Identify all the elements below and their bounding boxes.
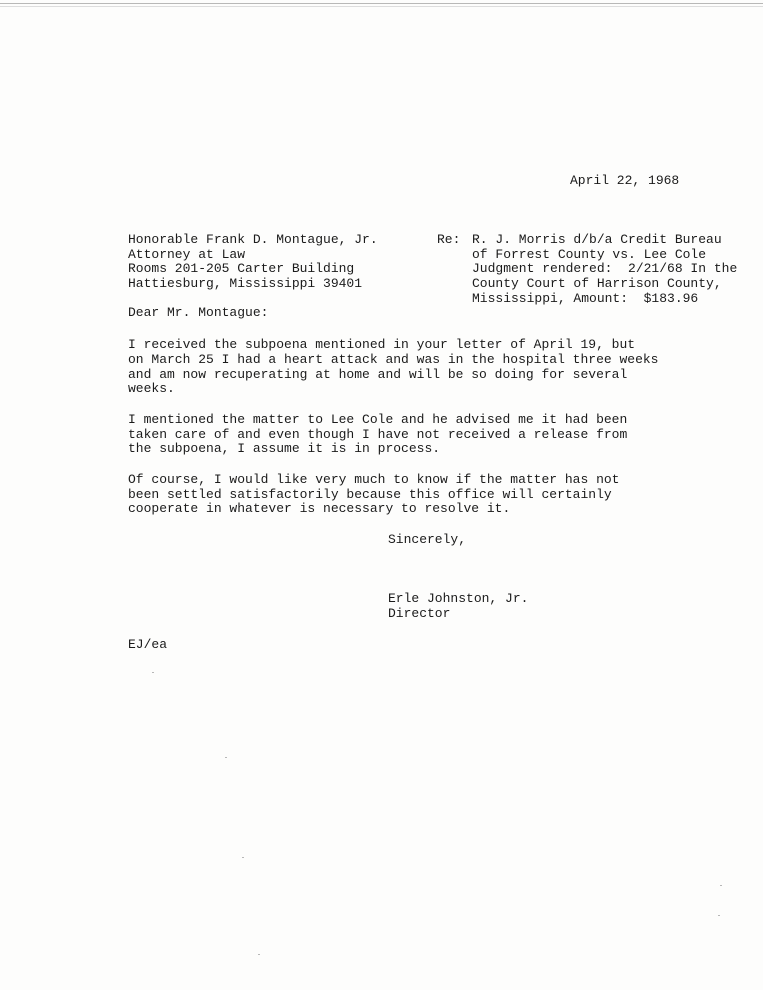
paragraph-line: I received the subpoena mentioned in your letter of April 19, but — [128, 337, 636, 352]
recipient-line: Honorable Frank D. Montague, Jr. — [128, 232, 378, 247]
salutation: Dear Mr. Montague: — [128, 305, 269, 320]
scan-speck — [152, 672, 154, 673]
paragraph-line: Of course, I would like very much to know if the matter has not — [128, 472, 620, 487]
scan-speck — [258, 954, 260, 955]
paragraph-line: cooperate in whatever is necessary to resolve it. — [128, 501, 511, 516]
paragraph-line: the subpoena, I assume it is in process. — [128, 441, 441, 456]
re-line: of Forrest County vs. Lee Cole — [472, 247, 707, 262]
re-label: Re: — [437, 232, 461, 247]
paragraph-line: weeks. — [128, 381, 175, 396]
typist-initials: EJ/ea — [128, 637, 168, 652]
paragraph-line: taken care of and even though I have not received a release from — [128, 427, 628, 442]
re-line: Mississippi, Amount: $183.96 — [472, 291, 699, 306]
signer-name: Erle Johnston, Jr. — [388, 591, 529, 606]
paragraph-line: been settled satisfactorily because this office will certainly — [128, 487, 612, 502]
scan-speck — [718, 915, 720, 916]
scan-speck — [720, 885, 722, 886]
paragraph-line: and am now recuperating at home and will be so doing for several — [128, 367, 628, 382]
scan-speck — [242, 857, 244, 858]
recipient-line: Attorney at Law — [128, 247, 246, 262]
letter-date: April 22, 1968 — [570, 173, 680, 188]
scan-edge-line — [0, 6, 763, 7]
re-line: County Court of Harrison County, — [472, 276, 722, 291]
scan-speck — [225, 757, 227, 758]
paragraph-line: on March 25 I had a heart attack and was in the hospital three weeks — [128, 352, 659, 367]
re-line: Judgment rendered: 2/21/68 In the — [472, 261, 738, 276]
recipient-line: Hattiesburg, Mississippi 39401 — [128, 276, 363, 291]
signer-title: Director — [388, 606, 451, 621]
recipient-line: Rooms 201-205 Carter Building — [128, 261, 355, 276]
closing: Sincerely, — [388, 532, 467, 547]
paragraph-line: I mentioned the matter to Lee Cole and he advised me it had been — [128, 412, 628, 427]
scan-edge-line — [0, 3, 763, 4]
re-line: R. J. Morris d/b/a Credit Bureau — [472, 232, 722, 247]
